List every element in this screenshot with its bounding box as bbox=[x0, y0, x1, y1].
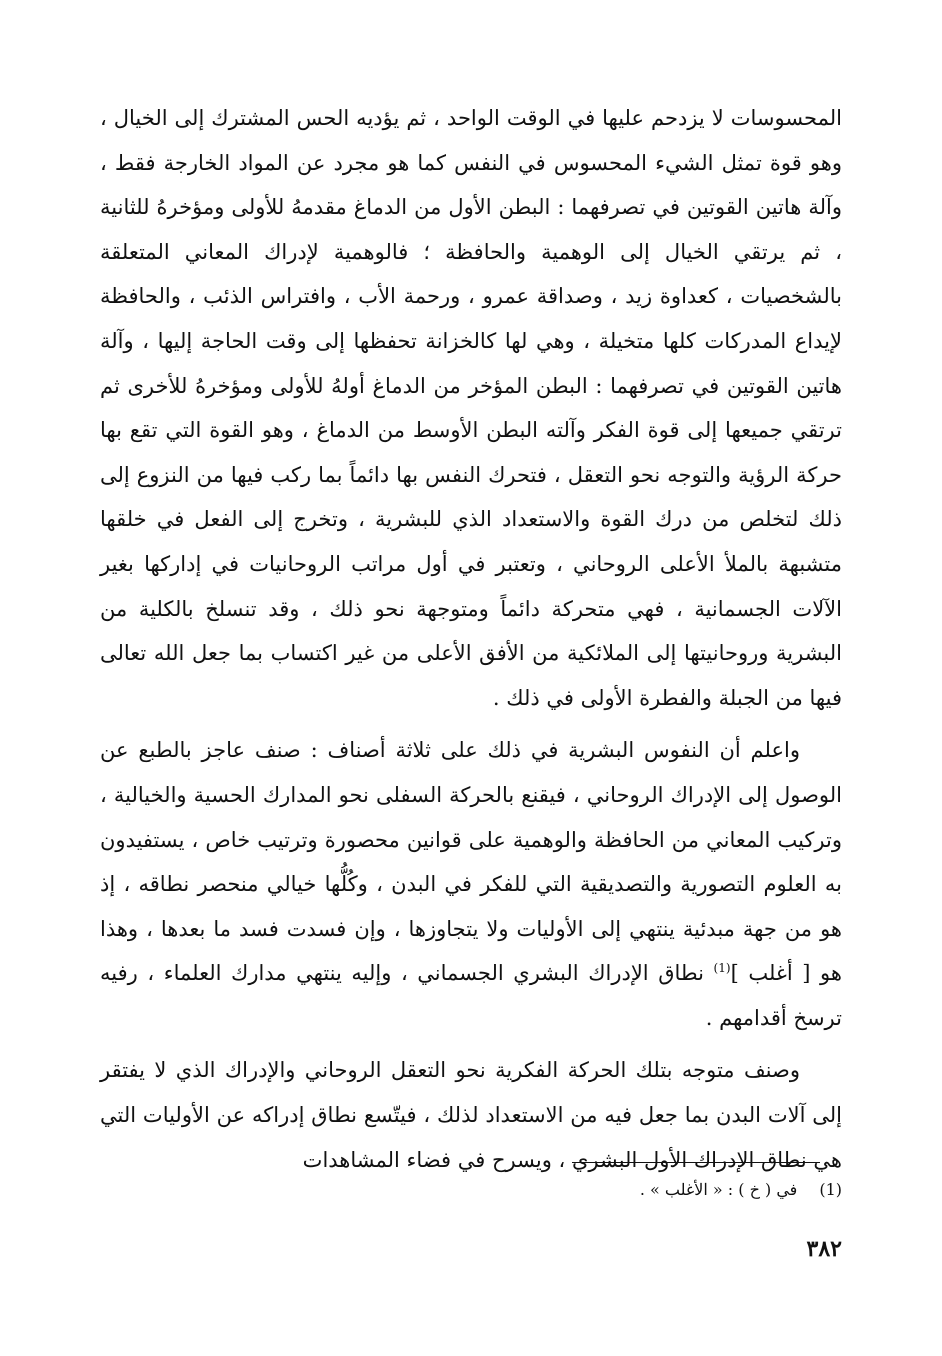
paragraph-2 bbox=[100, 728, 842, 1040]
footnote-reference-marker: (1) bbox=[713, 961, 731, 976]
paragraph-2-text-start: واعلم أن النفوس البشرية في ذلك على ثلاثة أصناف : صنف عاجز بالطبع عن الوصول إلى الإدراك الروحاني ، فيقنع بالحركة السفلى نحو المدارك الحسية والخيالية ، وتركيب المعاني من الحافظة والوهمية على قوانين محصورة وترتيب خاص ، يستفيدون به العلوم التصورية والتصديقية التي للفكر في البدن ، وكُلُّها خيالي منحصر نطاقه ، إذ هو من جهة مبدئية ينتهي إلى الأوليات ولا يتجاوزها ، وإن فسدت فسد ما بعدها ، وهذا هو [ أغلب ] bbox=[100, 738, 842, 986]
paragraph-1 bbox=[100, 96, 842, 720]
page-body bbox=[100, 96, 842, 1182]
footnote-text: في ( خ ) : « الأغلب » . bbox=[639, 1180, 798, 1199]
paragraph-2-text-end: نطاق الإدراك البشري الجسماني ، وإليه ينتهي مدارك العلماء ، رفيه ترسخ أقدامهم . bbox=[100, 961, 842, 1030]
footnote bbox=[400, 1178, 842, 1202]
paragraph-1-text: المحسوسات لا يزدحم عليها في الوقت الواحد ، ثم يؤديه الحس المشترك إلى الخيال ، وهو قوة تمثل الشيء المحسوس في النفس كما هو مجرد عن المواد الخارجة فقط ، وآلة هاتين القوتين في تصرفهما : البطن الأول من الدماغ مقدمهُ للأولى ومؤخرهُ للثانية ، ثم يرتقي الخيال إلى الوهمية والحافظة ؛ فالوهمية لإدراك المعاني المتعلقة بالشخصيات ، كعداوة زيد ، وصداقة عمرو ، ورحمة الأب ، وافتراس الذئب ، والحافظة لإيداع المدركات كلها متخيلة ، وهي لها كالخزانة تحفظها إلى وقت الحاجة إليها ، وآلة هاتين القوتين في تصرفهما : البطن المؤخر من الدماغ أولهُ للأولى ومؤخرهُ للأخرى ثم ترتقي جميعها إلى قوة الفكر وآلته البطن الأوسط من الدماغ ، وهو القوة التي تقع بها حركة الرؤية والتوجه نحو التعقل ، فتحرك النفس بها دائماً بما ركب فيها من النزوع إلى ذلك لتخلص من درك القوة والاستعداد الذي للبشرية ، وتخرج إلى الفعل في خلقها متشبهة بالملأ الأعلى الروحاني ، وتعتبر في أول مراتب الروحانيات في إداركها بغير الآلات الجسمانية ، فهي متحركة دائماً ومتوجهة نحو ذلك ، وقد تنسلخ بالكلية من البشرية وروحانيتها إلى الملائكية من الأفق الأعلى من غير اكتساب بما جعل الله تعالى فيها من الجبلة والفطرة الأولى في ذلك . bbox=[100, 106, 842, 710]
paragraph-3-text: وصنف متوجه بتلك الحركة الفكرية نحو التعقل الروحاني والإدراك الذي لا يفتقر إلى آلات البدن بما جعل فيه من الاستعداد لذلك ، فيتّسع نطاق إدراكه عن الأوليات التي هي نطاق الإدراك الأول البشري ، ويسرح في فضاء المشاهدات bbox=[100, 1058, 842, 1172]
page-number: ٣٨٢ bbox=[806, 1236, 842, 1262]
footnote-number: (1) bbox=[819, 1180, 842, 1199]
footnote-separator bbox=[572, 1162, 820, 1163]
